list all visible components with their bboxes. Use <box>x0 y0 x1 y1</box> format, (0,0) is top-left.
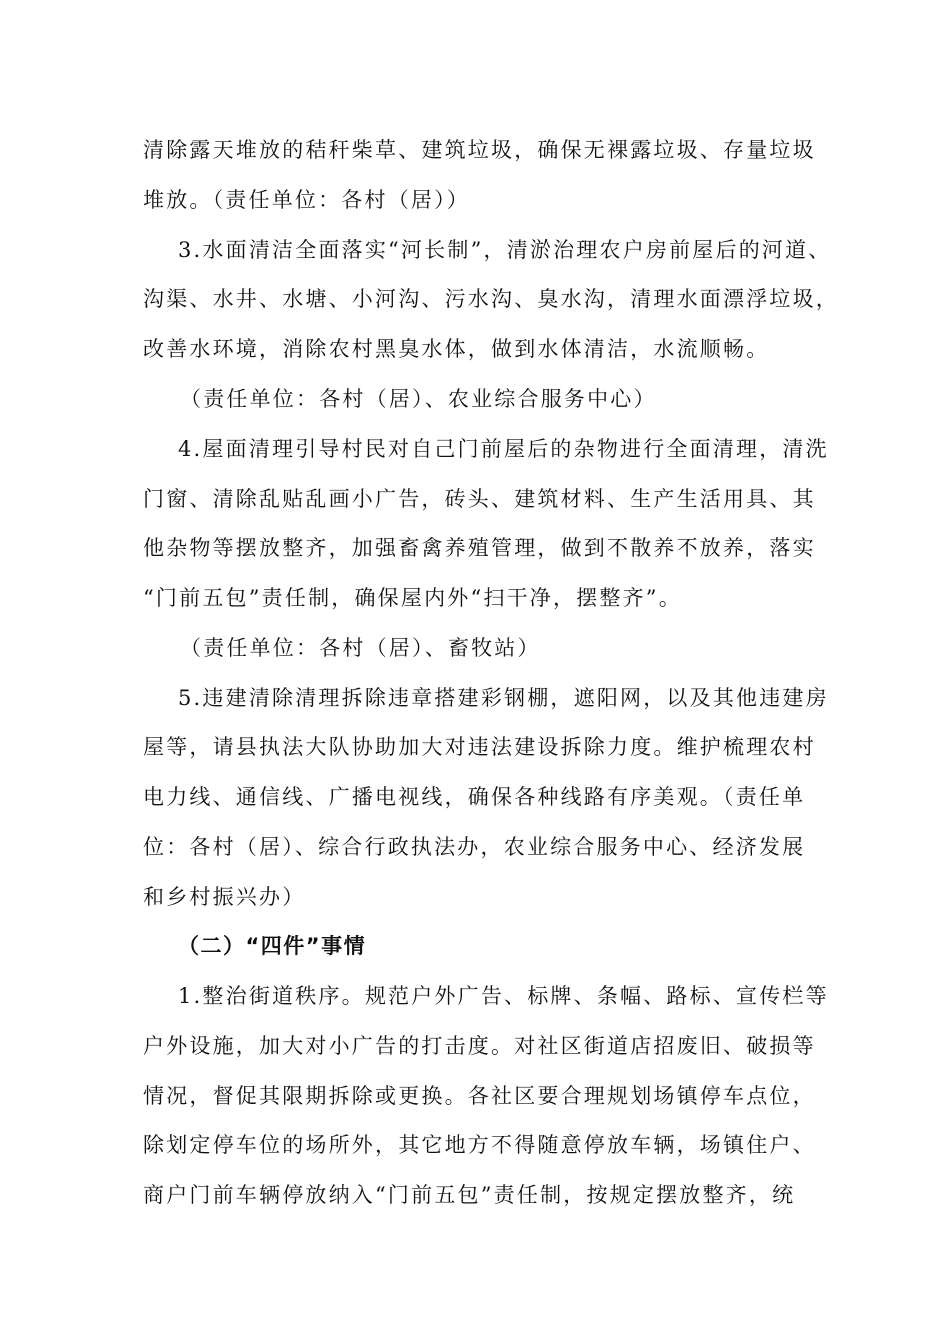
body-line: 3.水面清洁全面落实“河长制”，清淤治理农户房前屋后的河道、 <box>178 238 832 262</box>
body-line: 清除露天堆放的秸秆柴草、建筑垃圾，确保无裸露垃圾、存量垃圾 <box>143 138 816 162</box>
body-line: 1.整治街道秩序。规范户外广告、标牌、条幅、路标、宣传栏等 <box>178 984 829 1008</box>
body-line: 沟渠、水井、水塘、小河沟、污水沟、臭水沟，清理水面漂浮垃圾， <box>143 287 839 311</box>
body-line: 商户门前车辆停放纳入“门前五包”责任制，按规定摆放整齐，统 <box>143 1183 796 1207</box>
body-line: 4.屋面清理引导村民对自己门前屋后的杂物进行全面清理，清洗 <box>178 437 829 461</box>
section-heading: （二）“四件”事情 <box>178 934 367 958</box>
body-line: 改善水环境，消除农村黑臭水体，做到水体清洁，水流顺畅。 <box>143 337 770 361</box>
body-line: 5.违建清除清理拆除违章搭建彩钢棚，遮阳网，以及其他违建房 <box>178 686 829 710</box>
body-line: 户外设施，加大对小广告的打击度。对社区街道店招废旧、破损等 <box>143 1034 816 1058</box>
body-line: “门前五包”责任制，确保屋内外“扫干净，摆整齐”。 <box>143 586 682 610</box>
body-line: 情况，督促其限期拆除或更换。各社区要合理规划场镇停车点位， <box>143 1084 816 1108</box>
body-line: 屋等，请县执法大队协助加大对违法建设拆除力度。维护梳理农村 <box>143 735 816 759</box>
body-line: 位：各村（居）、综合行政执法办，农业综合服务中心、经济发展 <box>143 835 806 859</box>
body-line: 门窗、清除乱贴乱画小广告，砖头、建筑材料、生产生活用具、其 <box>143 487 816 511</box>
body-line: 他杂物等摆放整齐，加强畜禽养殖管理，做到不散养不放养，落实 <box>143 536 816 560</box>
responsibility-line: （责任单位：各村（居）、畜牧站） <box>180 636 541 660</box>
body-line: 电力线、通信线、广播电视线，确保各种线路有序美观。（责任单 <box>143 785 806 809</box>
body-line: 堆放。（责任单位：各村（居）） <box>143 188 470 212</box>
body-line: 除划定停车位的场所外，其它地方不得随意停放车辆，场镇住户、 <box>143 1133 816 1157</box>
responsibility-line: （责任单位：各村（居）、农业综合服务中心） <box>180 387 657 411</box>
body-line: 和乡村振兴办） <box>143 885 306 909</box>
